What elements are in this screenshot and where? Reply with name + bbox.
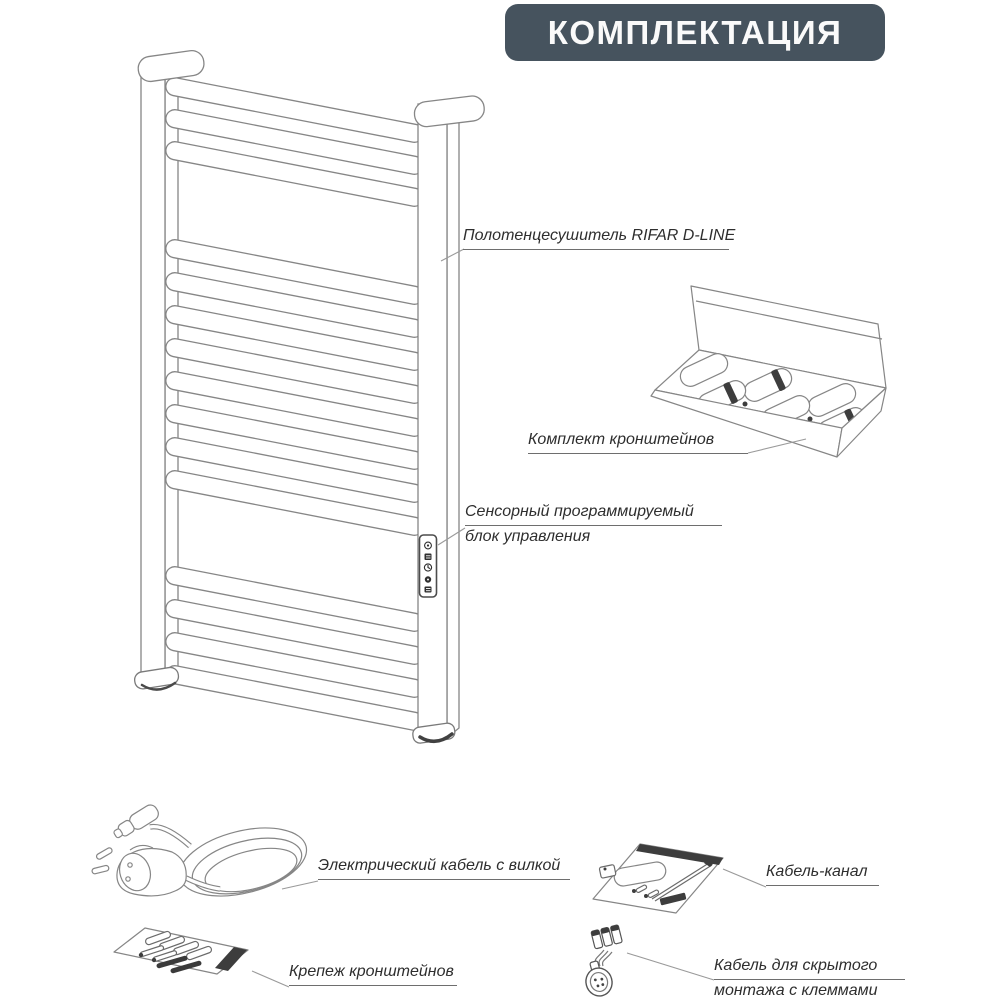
display-icon [425,554,432,561]
left-post [141,62,165,682]
leader-power-cable [282,881,318,889]
schuko-plug [92,845,187,895]
concealed-cable-drawing [581,925,622,999]
page-title: КОМПЛЕКТАЦИЯ [505,4,885,61]
leader-concealed [627,953,714,980]
leader-cable-channel [723,869,766,887]
round-connector [581,958,615,999]
label-fasteners: Крепеж кронштейнов [289,963,457,986]
terminal-block [591,925,623,949]
power-cable-drawing [92,802,314,907]
cable-coil [172,816,313,908]
label-power-cable: Электрический кабель с вилкой [318,857,570,880]
label-brackets-kit: Комплект кронштейнов [528,431,748,454]
leader-fasteners [252,971,289,987]
left-post-cap [137,49,206,83]
leader-brackets [748,439,806,453]
label-control-unit [465,503,722,547]
towel-rail-drawing [133,49,485,744]
control-panel [420,535,437,597]
label-product: Полотенцесушитель RIFAR D-LINE [463,227,729,250]
right-post-side-face [447,110,459,738]
label-control-line2: блок управления [465,528,591,546]
label-cable-channel: Кабель-канал [766,863,879,886]
right-post-cap [413,95,486,128]
label-control-line1: Сенсорный программируемый [465,503,722,526]
grille-icon [425,587,432,593]
cable-connector [111,802,161,842]
label-concealed-line1: Кабель для скрытого [714,957,905,980]
label-concealed-line2: монтажа с клеммами [714,982,878,1000]
rail-tubes [164,76,425,732]
label-concealed-cable [714,957,905,1001]
cable-channel-drawing [593,844,723,913]
right-post [418,104,447,738]
fasteners-bag-drawing [114,928,248,974]
